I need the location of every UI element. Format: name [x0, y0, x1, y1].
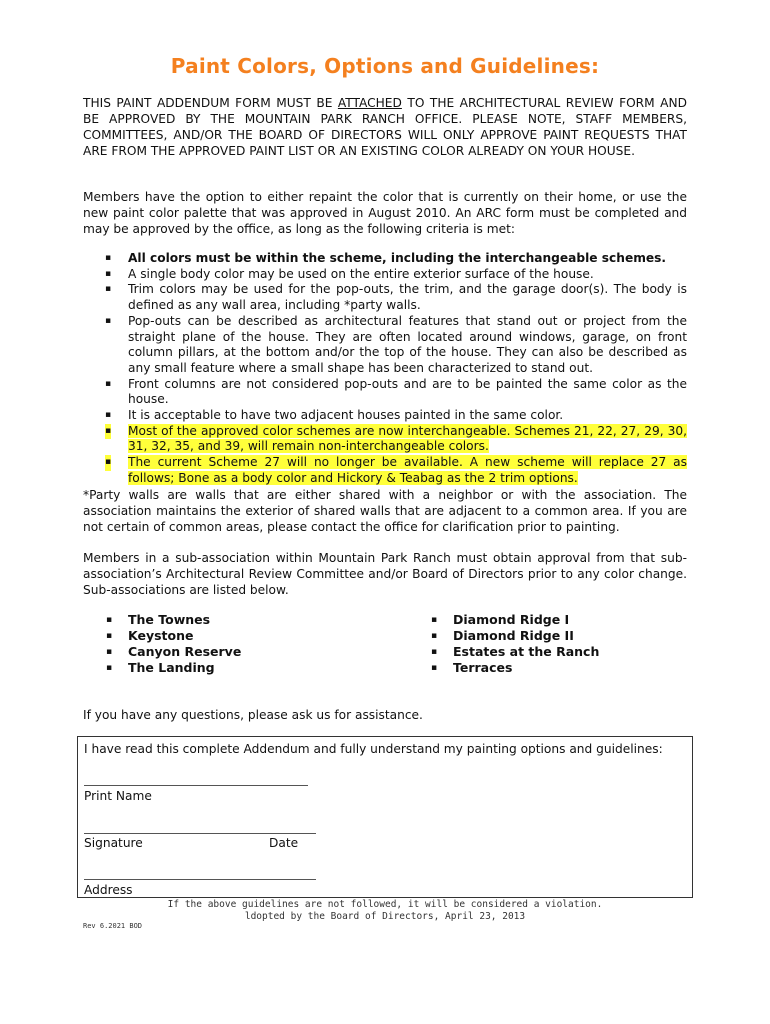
list-item [431, 644, 599, 660]
sub-association-list-left [106, 612, 241, 676]
members-paragraph: Members have the option to either repaint the color that is currently on their home, or use the new paint color palette that was approved in August 2010. An ARC form must be completed and may be approved by the office, as long as the following criteria is met: [83, 190, 687, 236]
criteria-text: It is acceptable to have two adjacent houses painted in the same color. [128, 408, 564, 423]
criteria-text: Trim colors may be used for the pop-outs, the trim, and the garage door(s). The body is defined as any wall area, including *party walls. [128, 282, 687, 313]
sub-association-list-right [431, 612, 599, 676]
criteria-item [83, 282, 687, 313]
bullet-icon: ▪ [106, 663, 113, 673]
criteria-item-highlighted [83, 455, 687, 486]
date-label: Date [269, 836, 299, 850]
address-field[interactable] [84, 879, 316, 880]
bullet-icon: ▪ [105, 268, 112, 279]
criteria-text: Front columns are not considered pop-outs and are to be painted the same color as the house. [128, 376, 687, 407]
revision-note: Rev 6.2021 BOD [83, 922, 143, 930]
criteria-text: Pop-outs can be described as architectural features that stand out or project from the straight plane of the house. They are often located around windows, garage, on front column pillars, at the bottom and/or the top of the house. They can also be described as any small feature where a small shape has been characterized to stand out. [128, 313, 687, 375]
signature-label: Signature [84, 836, 143, 850]
sub-association-paragraph: Members in a sub-association within Mountain Park Ranch must obtain approval from that sub-association’s Architectural Review Committee and/or Board of Directors prior to any color change. Sub-associations are listed below. [83, 551, 687, 597]
sub-association-name: Diamond Ridge I [453, 612, 570, 627]
criteria-text: The current Scheme 27 will no longer be available. A new scheme will replace 27 as follows; Bone as a body color and Hickory & Teabag as the 2 trim options. [128, 455, 687, 485]
bullet-icon: ▪ [105, 253, 112, 263]
sub-association-name: Estates at the Ranch [453, 644, 600, 659]
criteria-item [83, 251, 687, 267]
intro-text-start: THIS PAINT ADDENDUM FORM MUST BE [83, 96, 338, 110]
bullet-icon: ▪ [431, 631, 438, 641]
acknowledgement-text: I have read this complete Addendum and fully understand my painting options and guidelines: [84, 742, 663, 756]
list-item [106, 612, 241, 628]
sub-association-name: The Landing [128, 660, 215, 675]
criteria-item-highlighted [83, 424, 687, 455]
adopted-footer: ldopted by the Board of Directors, April 23, 2013 [244, 911, 526, 922]
criteria-item [83, 408, 687, 424]
sub-association-name: Terraces [453, 660, 513, 675]
criteria-text: Most of the approved color schemes are now interchangeable. Schemes 21, 22, 27, 29, 30, 31, 32, 35, and 39, will remain non-interchangeable colors. [128, 423, 687, 454]
intro-paragraph [83, 95, 687, 159]
violation-footer: If the above guidelines are not followed, it will be considered a violation. [167, 899, 603, 910]
list-item [106, 660, 241, 676]
bullet-icon: ▪ [431, 615, 438, 625]
questions-line: If you have any questions, please ask us for assistance. [83, 708, 423, 722]
bullet-icon: ▪ [106, 631, 113, 641]
bullet-icon: ▪ [431, 663, 438, 673]
list-item [106, 644, 241, 660]
intro-underlined-word: ATTACHED [337, 96, 402, 110]
bullet-icon: ▪ [105, 378, 112, 389]
list-item [431, 612, 599, 628]
criteria-item [83, 377, 687, 408]
criteria-text: All colors must be within the scheme, including the interchangeable schemes. [128, 251, 667, 265]
page-title: Paint Colors, Options and Guidelines: [170, 54, 600, 78]
list-item [106, 628, 241, 644]
criteria-item [83, 267, 687, 283]
list-item [431, 660, 599, 676]
bullet-icon: ▪ [106, 647, 113, 657]
bullet-icon: ▪ [105, 424, 111, 440]
signature-box [77, 736, 693, 898]
bullet-icon: ▪ [106, 615, 113, 625]
print-name-label: Print Name [84, 789, 152, 803]
criteria-item [83, 314, 687, 377]
sub-association-name: Keystone [128, 628, 194, 643]
bullet-icon: ▪ [105, 410, 112, 421]
signature-field[interactable] [84, 833, 316, 834]
bullet-icon: ▪ [105, 315, 112, 326]
print-name-field[interactable] [84, 785, 308, 786]
criteria-text: A single body color may be used on the entire exterior surface of the house. [128, 266, 594, 281]
intro-text-end: TO THE ARCHITECTURAL REVIEW FORM AND BE APPROVED BY THE MOUNTAIN PARK RANCH OFFICE. PLEASE NOTE, STAFF MEMBERS, COMMITTEES, AND/OR THE BOARD OF DIRECTORS WILL ONLY APPROVE PAINT REQUESTS THAT ARE FROM THE APPROVED PAINT LIST OR AN EXISTING COLOR ALREADY ON YOUR HOUSE. [83, 96, 687, 158]
bullet-icon: ▪ [105, 455, 111, 471]
sub-association-name: Diamond Ridge II [453, 628, 574, 643]
bullet-icon: ▪ [431, 647, 438, 657]
list-item [431, 628, 599, 644]
address-label: Address [84, 883, 133, 897]
sub-association-name: The Townes [128, 612, 211, 627]
bullet-icon: ▪ [105, 284, 112, 295]
sub-association-name: Canyon Reserve [128, 644, 242, 659]
party-walls-note: *Party walls are walls that are either shared with a neighbor or with the association. The association maintains the exterior of shared walls that are adjacent to a common area. If you are not certain of common areas, please contact the office for clarification prior to painting. [83, 488, 687, 534]
criteria-list [83, 251, 687, 487]
